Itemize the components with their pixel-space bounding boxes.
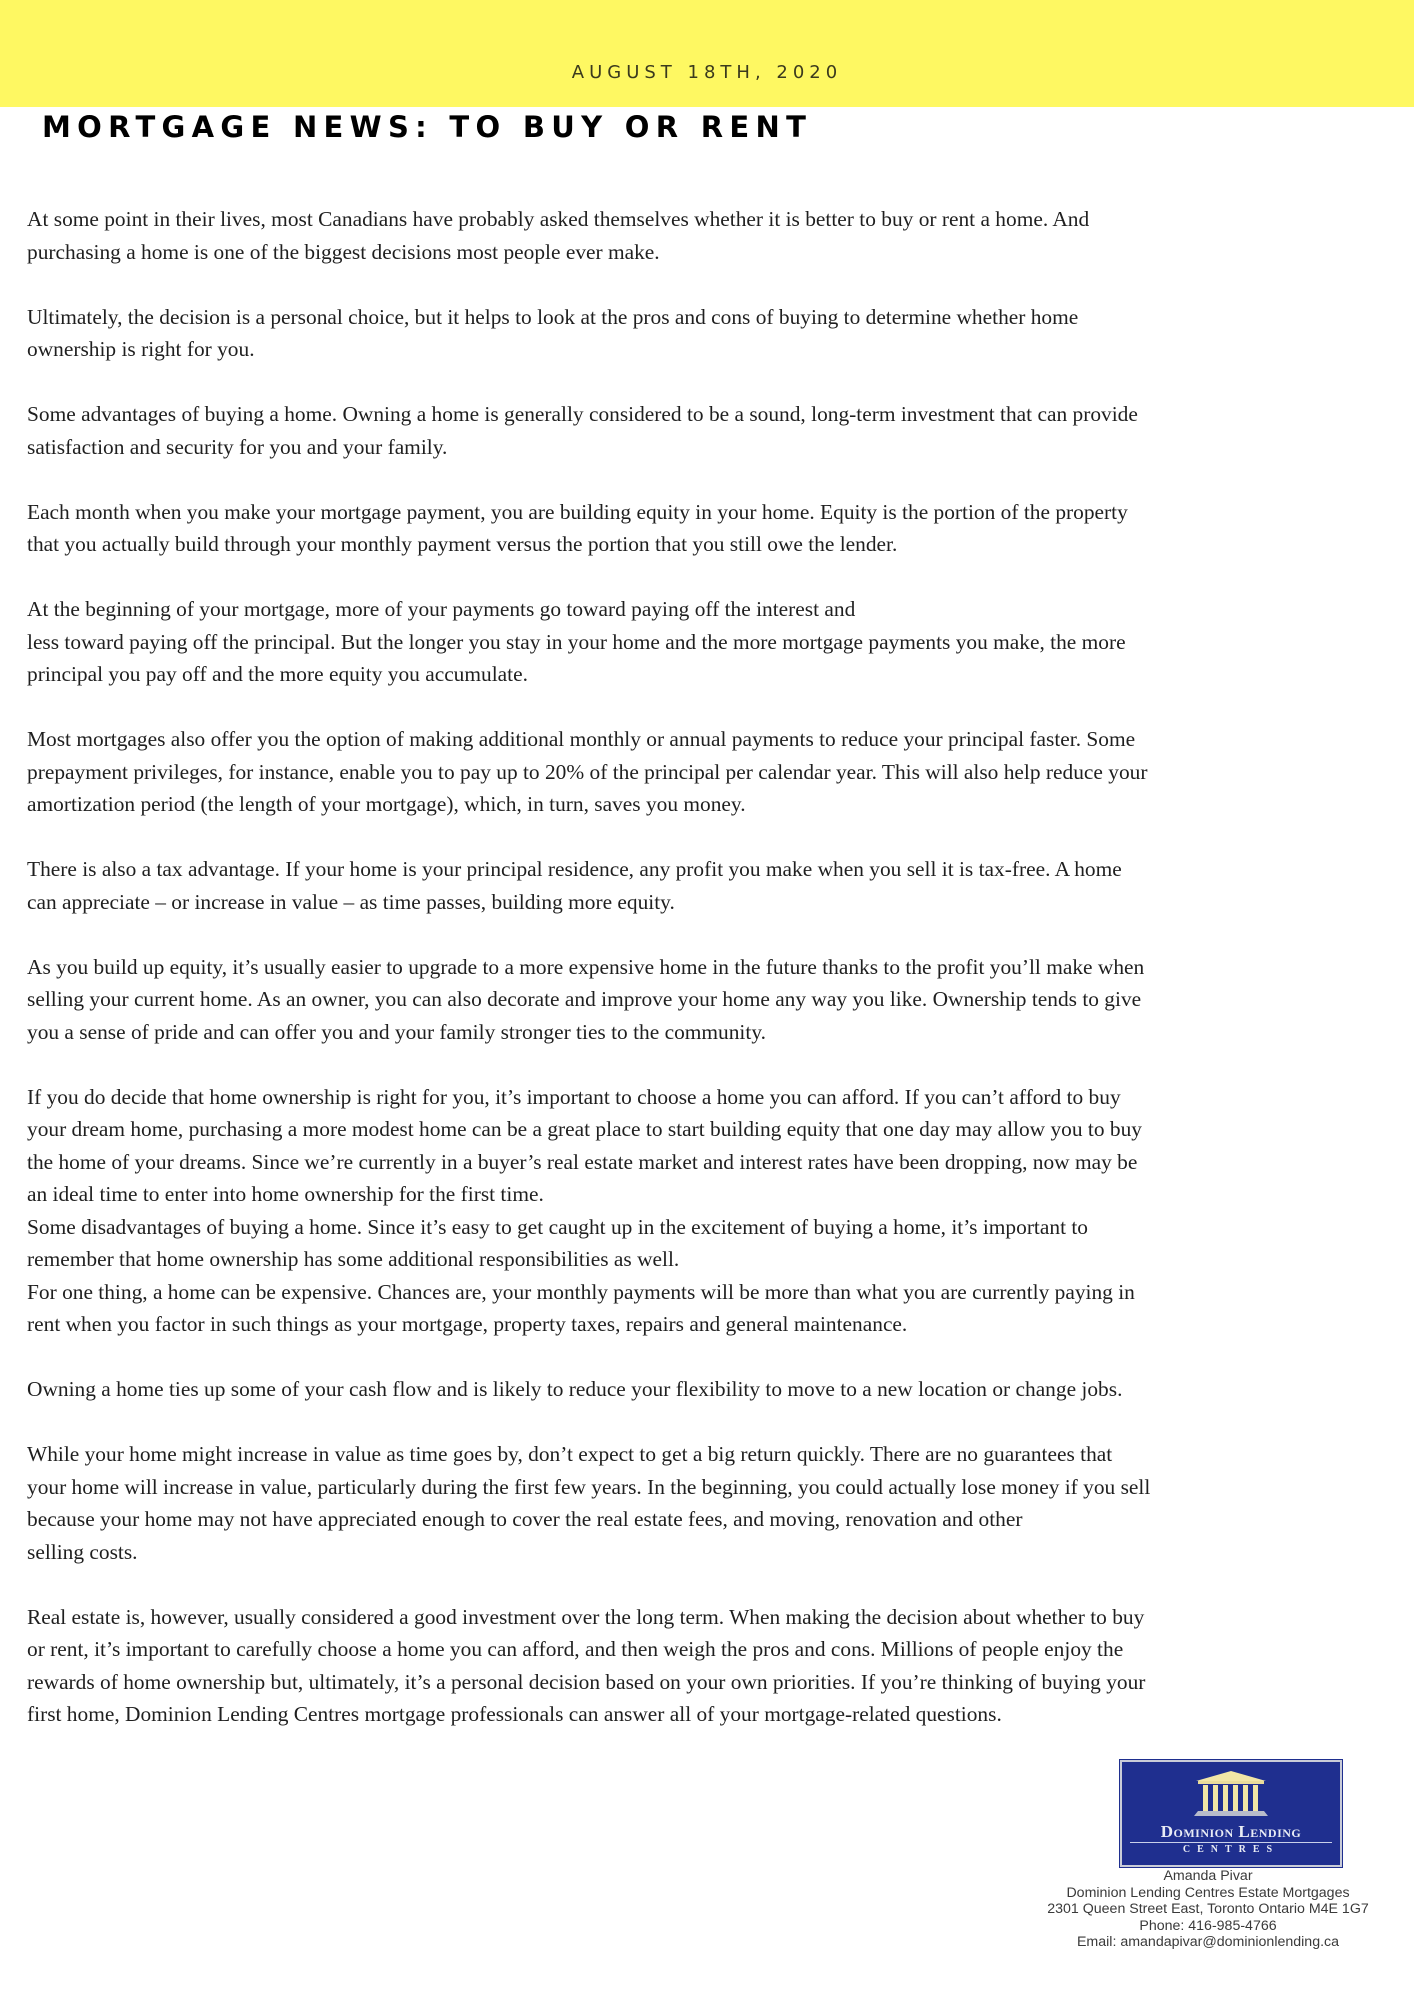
logo-roof bbox=[1196, 1771, 1266, 1781]
dominion-lending-logo bbox=[1120, 1760, 1342, 1867]
paragraph-equity: Each month when you make your mortgage payment, you are building equity in your home. Equity is the portion of the property that you actually build through your monthly payment versus the portion that you still owe the lender. bbox=[27, 499, 1128, 556]
logo-column bbox=[1223, 1785, 1228, 1811]
paragraph-advantages: Some advantages of buying a home. Owning a home is generally considered to be a sound, long-term investment that can provide satisfaction and security for you and your family. bbox=[27, 402, 1138, 459]
contact-name: Amanda Pivar bbox=[1163, 1868, 1253, 1884]
paragraph-personal-choice: Ultimately, the decision is a personal choice, but it helps to look at the pros and cons of buying to determine whether home ownership is right for you. bbox=[27, 304, 1079, 361]
paragraph-principal: At the beginning of your mortgage, more of your payments go toward paying off the interest and less toward paying off the principal. But the longer you stay in your home and the more mortgage payments you make, the more principal you pay off and the more equity you accumulate. bbox=[27, 597, 1126, 686]
paragraph-intro: At some point in their lives, most Canadians have probably asked themselves whether it is better to buy or rent a home. And purchasing a home is one of the biggest decisions most people ever make. bbox=[27, 207, 1090, 264]
contact-details bbox=[1028, 1868, 1388, 1951]
header-band bbox=[0, 0, 1414, 107]
paragraph-affordability: If you do decide that home ownership is right for you, it’s important to choose a home you can afford. If you can’t afford to buy your dream home, purchasing a more modest home can be a great place to start building equity that one day may allow you to buy the home of your dreams. Since we’re currently in a buyer’s real estate market and interest rates have been dropping, now may be an ideal time to enter into home ownership for the first time. bbox=[27, 1084, 1142, 1206]
logo-divider bbox=[1130, 1842, 1332, 1843]
contact-company: Dominion Lending Centres Estate Mortgages bbox=[1066, 1884, 1350, 1901]
publication-date: AUGUST 18TH, 2020 bbox=[571, 62, 843, 83]
paragraph-tax-advantage: There is also a tax advantage. If your home is your principal residence, any profit you make when you sell it is tax-free. A home can appreciate – or increase in value – as time passes, building more equity. bbox=[27, 857, 1122, 914]
contact-footer bbox=[1028, 1760, 1388, 1951]
paragraph-prepayment: Most mortgages also offer you the option of making additional monthly or annual payments to reduce your principal faster. Some prepayment privileges, for instance, enable you to pay up to 20% of the principal per calendar year. This will also help reduce your amortization period (the length of your mortgage), which, in turn, saves you money. bbox=[27, 727, 1148, 816]
contact-address: 2301 Queen Street East, Toronto Ontario M4E 1G7 bbox=[1047, 1901, 1369, 1918]
logo-column bbox=[1243, 1785, 1248, 1811]
article-body bbox=[27, 203, 1397, 1731]
paragraph-cash-flow: Owning a home ties up some of your cash flow and is likely to reduce your flexibility to move to a new location or change jobs. bbox=[27, 1377, 1123, 1401]
logo-column bbox=[1233, 1785, 1238, 1811]
logo-base bbox=[1194, 1811, 1268, 1816]
contact-phone: Phone: 416-985-4766 bbox=[1139, 1917, 1277, 1934]
logo-column bbox=[1203, 1785, 1208, 1811]
paragraph-upgrade: As you build up equity, it’s usually easier to upgrade to a more expensive home in the future thanks to the profit you’ll make when selling your current home. As an owner, you can also decorate and improve your home any way you like. Ownership tends to give you a sense of pride and can offer you and your family stronger ties to the community. bbox=[27, 954, 1145, 1044]
page-title: MORTGAGE NEWS: TO BUY OR RENT bbox=[42, 110, 813, 144]
paragraph-conclusion: Real estate is, however, usually considered a good investment over the long term. When making the decision about whether to buy or rent, it’s important to carefully choose a home you can afford, and then weigh the pros and cons. Millions of people enjoy the rewards of home ownership but, ultimately, it’s a personal decision based on your own priorities. If you’re thinking of buying your first home, Dominion Lending Centres mortgage professionals can answer all of your mortgage-related questions. bbox=[27, 1604, 1146, 1726]
paragraph-expense: For one thing, a home can be expensive. Chances are, your monthly payments will be more than what you are currently paying in rent when you factor in such things as your mortgage, property taxes, repairs and general maintenance. bbox=[27, 1279, 1135, 1336]
paragraph-no-guarantees: While your home might increase in value as time goes by, don’t expect to get a big return quickly. There are no guarantees that your home will increase in value, particularly during the first few years. In the beginning, you could actually lose money if you sell because your home may not have appreciated enough to cover the real estate fees, and moving, renovation and other selling costs. bbox=[27, 1442, 1151, 1564]
logo-column bbox=[1213, 1785, 1218, 1811]
paragraph-disadvantages: Some disadvantages of buying a home. Since it’s easy to get caught up in the excitement of buying a home, it’s important to remember that home ownership has some additional responsibilities as well. bbox=[27, 1214, 1088, 1271]
logo-name: Dominion Lending bbox=[1160, 1822, 1302, 1841]
logo-entablature bbox=[1198, 1781, 1264, 1784]
logo-column bbox=[1253, 1785, 1258, 1811]
logo-subtitle: CENTRES bbox=[1182, 1844, 1280, 1855]
contact-email: Email: amandapivar@dominionlending.ca bbox=[1076, 1934, 1340, 1951]
